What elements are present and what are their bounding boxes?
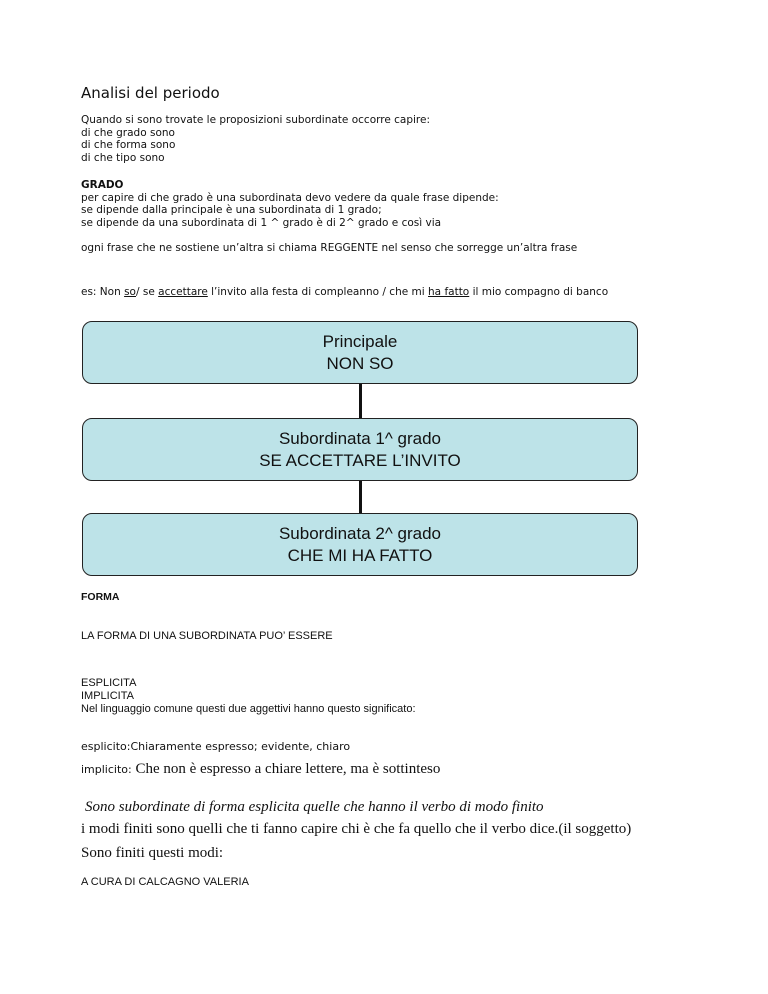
diagram-box-subordinata-2 <box>82 513 638 576</box>
example-text: l’invito alla festa di compleanno / che mi <box>207 286 429 298</box>
intro-line: Quando si sono trovate le proposizioni subordinate occorre capire: <box>81 114 431 126</box>
grado-line: se dipende da una subordinata di 1 ^ grado è di 2^ grado e così via <box>81 216 442 229</box>
term-label: esplicito: <box>81 740 131 753</box>
example-sentence <box>81 286 608 299</box>
example-text: es: Non <box>81 286 125 298</box>
term-definition: Che non è espresso a chiare lettere, ma è sottinteso <box>131 761 441 777</box>
forma-heading: FORMA <box>81 591 120 603</box>
diagram-connector <box>359 384 362 418</box>
diagram-box-subordinata-1 <box>82 418 638 481</box>
forma-type: IMPLICITA <box>81 690 134 702</box>
intro-block <box>81 114 430 164</box>
esplicito-definition <box>81 740 350 753</box>
esplicita-rule: Sono subordinate di forma esplicita quelle che hanno il verbo di modo finito <box>85 799 544 815</box>
box-label: Principale <box>322 331 398 351</box>
example-verb: ha fatto <box>428 286 470 298</box>
forma-types <box>81 677 416 716</box>
example-verb: so <box>124 286 136 298</box>
box-label: Subordinata 2^ grado <box>278 523 442 543</box>
box-label: SE ACCETTARE L’INVITO <box>259 450 461 470</box>
page-title: Analisi del periodo <box>81 84 220 102</box>
finite-modes-explanation: i modi finiti sono quelli che ti fanno capire chi è che fa quello che il verbo dice.(il soggetto) <box>81 821 632 837</box>
box-label: Subordinata 1^ grado <box>278 428 442 448</box>
finite-modes-intro: Sono finiti questi modi: <box>81 845 224 861</box>
implicito-definition <box>81 760 440 778</box>
intro-item: di che grado sono <box>81 126 175 139</box>
example-verb: accettare <box>158 286 208 298</box>
diagram-box-principale <box>82 321 638 384</box>
forma-intro: LA FORMA DI UNA SUBORDINATA PUO’ ESSERE <box>81 630 333 642</box>
grado-section <box>81 179 499 229</box>
forma-meaning: Nel linguaggio comune questi due aggettivi hanno questo significato: <box>81 703 416 715</box>
example-text: il mio compagno di banco <box>469 286 609 298</box>
grado-line: se dipende dalla principale è una subordinata di 1 grado; <box>81 204 382 216</box>
box-label: NON SO <box>326 353 394 373</box>
diagram-connector <box>359 481 362 513</box>
grado-line: per capire di che grado è una subordinata devo vedere da quale frase dipende: <box>81 191 499 204</box>
footer-author: A CURA DI CALCAGNO VALERIA <box>81 876 249 888</box>
grado-heading: GRADO <box>81 179 124 191</box>
intro-item: di che tipo sono <box>81 151 165 164</box>
intro-item: di che forma sono <box>81 139 176 151</box>
forma-type: ESPLICITA <box>81 677 137 689</box>
term-label: implicito: <box>81 763 132 776</box>
term-definition: Chiaramente espresso; evidente, chiaro <box>130 740 351 753</box>
box-label: CHE MI HA FATTO <box>287 545 433 565</box>
reggente-definition: ogni frase che ne sostiene un’altra si chiama REGGENTE nel senso che sorregge un’altra frase <box>81 242 578 254</box>
example-text: / se <box>135 286 159 298</box>
